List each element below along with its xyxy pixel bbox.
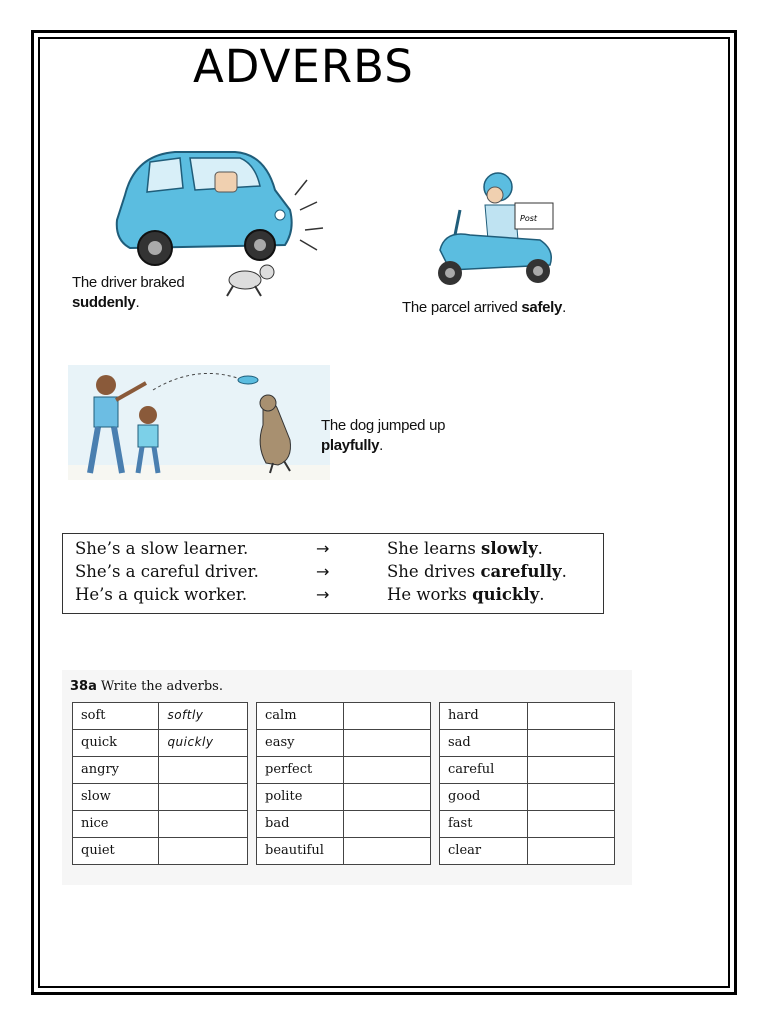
word-cell: nice bbox=[73, 811, 159, 838]
word-cell: perfect bbox=[257, 757, 344, 784]
example-adverb: carefully bbox=[480, 562, 562, 581]
answer-cell[interactable] bbox=[527, 811, 614, 838]
exercise-instruction: Write the adverbs. bbox=[100, 679, 223, 694]
example-text: She learns bbox=[387, 539, 482, 558]
answer-cell[interactable] bbox=[527, 784, 614, 811]
word-cell: slow bbox=[73, 784, 159, 811]
word-cell: hard bbox=[440, 703, 528, 730]
example-adverb-sentence bbox=[387, 539, 543, 558]
caption-adverb: suddenly bbox=[72, 294, 136, 311]
page-title: ADVERBS bbox=[193, 40, 414, 93]
example-text: She drives bbox=[387, 562, 481, 581]
answer-cell[interactable] bbox=[527, 703, 614, 730]
example-adverb: quickly bbox=[472, 585, 540, 604]
caption-period: . bbox=[135, 294, 140, 311]
word-cell: beautiful bbox=[257, 838, 344, 865]
answer-cell[interactable] bbox=[527, 838, 614, 865]
answer-cell[interactable] bbox=[343, 757, 430, 784]
caption-period: . bbox=[562, 299, 566, 316]
word-cell: bad bbox=[257, 811, 344, 838]
caption-period: . bbox=[379, 437, 384, 454]
example-adverb: slowly bbox=[481, 539, 538, 558]
arrow-right-icon: → bbox=[316, 562, 330, 581]
table-row bbox=[73, 784, 248, 811]
table-row bbox=[257, 784, 431, 811]
frisbee-icon bbox=[238, 376, 258, 384]
table-row bbox=[73, 757, 248, 784]
table-row bbox=[73, 730, 248, 757]
answer-cell[interactable] bbox=[159, 784, 248, 811]
answer-cell[interactable]: quickly bbox=[159, 730, 248, 757]
svg-text:Post: Post bbox=[520, 214, 538, 223]
adverb-table-1 bbox=[72, 702, 248, 865]
table-row bbox=[257, 703, 431, 730]
word-cell: soft bbox=[73, 703, 159, 730]
adverb-table-3 bbox=[439, 702, 615, 865]
answer-cell[interactable] bbox=[159, 757, 248, 784]
word-cell: fast bbox=[440, 811, 528, 838]
example-period: . bbox=[561, 562, 567, 581]
example-adjective-sentence: He’s a quick worker. bbox=[75, 585, 248, 604]
dog-icon bbox=[227, 265, 274, 296]
word-cell: sad bbox=[440, 730, 528, 757]
table-row bbox=[257, 838, 431, 865]
caption-dog bbox=[321, 416, 491, 456]
table-row bbox=[73, 703, 248, 730]
table-row bbox=[440, 811, 615, 838]
example-text: He works bbox=[387, 585, 473, 604]
answer-cell[interactable] bbox=[343, 703, 430, 730]
answer-cell[interactable] bbox=[343, 730, 430, 757]
word-cell: angry bbox=[73, 757, 159, 784]
example-period: . bbox=[537, 539, 543, 558]
word-cell: careful bbox=[440, 757, 528, 784]
word-cell: polite bbox=[257, 784, 344, 811]
example-row bbox=[63, 562, 603, 584]
arrow-right-icon: → bbox=[316, 539, 330, 558]
arrow-right-icon: → bbox=[316, 585, 330, 604]
answer-cell[interactable] bbox=[527, 757, 614, 784]
answer-cell[interactable] bbox=[527, 730, 614, 757]
example-adverb-sentence bbox=[387, 562, 567, 581]
table-row bbox=[73, 838, 248, 865]
answer-cell[interactable] bbox=[343, 838, 430, 865]
table-row bbox=[440, 757, 615, 784]
exercise-heading bbox=[70, 679, 223, 694]
word-cell: good bbox=[440, 784, 528, 811]
table-row bbox=[257, 730, 431, 757]
example-adjective-sentence: She’s a slow learner. bbox=[75, 539, 249, 558]
word-cell: clear bbox=[440, 838, 528, 865]
table-row bbox=[257, 811, 431, 838]
word-cell: calm bbox=[257, 703, 344, 730]
examples-box bbox=[62, 533, 604, 614]
caption-driver bbox=[72, 273, 232, 313]
scooter-illustration bbox=[400, 165, 570, 290]
parcel-icon bbox=[515, 203, 553, 229]
answer-cell[interactable] bbox=[159, 811, 248, 838]
table-row bbox=[257, 757, 431, 784]
word-cell: easy bbox=[257, 730, 344, 757]
table-row bbox=[440, 838, 615, 865]
answer-cell[interactable] bbox=[159, 838, 248, 865]
caption-adverb: playfully bbox=[321, 437, 380, 454]
example-adverb-sentence bbox=[387, 585, 544, 604]
word-cell: quiet bbox=[73, 838, 159, 865]
answer-cell[interactable] bbox=[343, 811, 430, 838]
example-period: . bbox=[539, 585, 545, 604]
table-row bbox=[440, 703, 615, 730]
example-row bbox=[63, 539, 603, 561]
adverb-table-2 bbox=[256, 702, 431, 865]
caption-adverb: safely bbox=[521, 299, 563, 316]
answer-cell[interactable] bbox=[343, 784, 430, 811]
table-row bbox=[73, 811, 248, 838]
example-row bbox=[63, 585, 603, 607]
frisbee-illustration bbox=[68, 365, 330, 480]
word-cell: quick bbox=[73, 730, 159, 757]
caption-parcel bbox=[402, 298, 602, 318]
table-row bbox=[440, 784, 615, 811]
car-icon bbox=[117, 152, 292, 265]
caption-text: The dog jumped up bbox=[321, 417, 446, 434]
caption-text: The parcel arrived bbox=[402, 299, 522, 316]
example-adjective-sentence: She’s a careful driver. bbox=[75, 562, 259, 581]
exercise-number: 38a bbox=[70, 679, 97, 694]
answer-cell[interactable]: softly bbox=[159, 703, 248, 730]
caption-text: The driver braked bbox=[72, 274, 185, 291]
table-row bbox=[440, 730, 615, 757]
